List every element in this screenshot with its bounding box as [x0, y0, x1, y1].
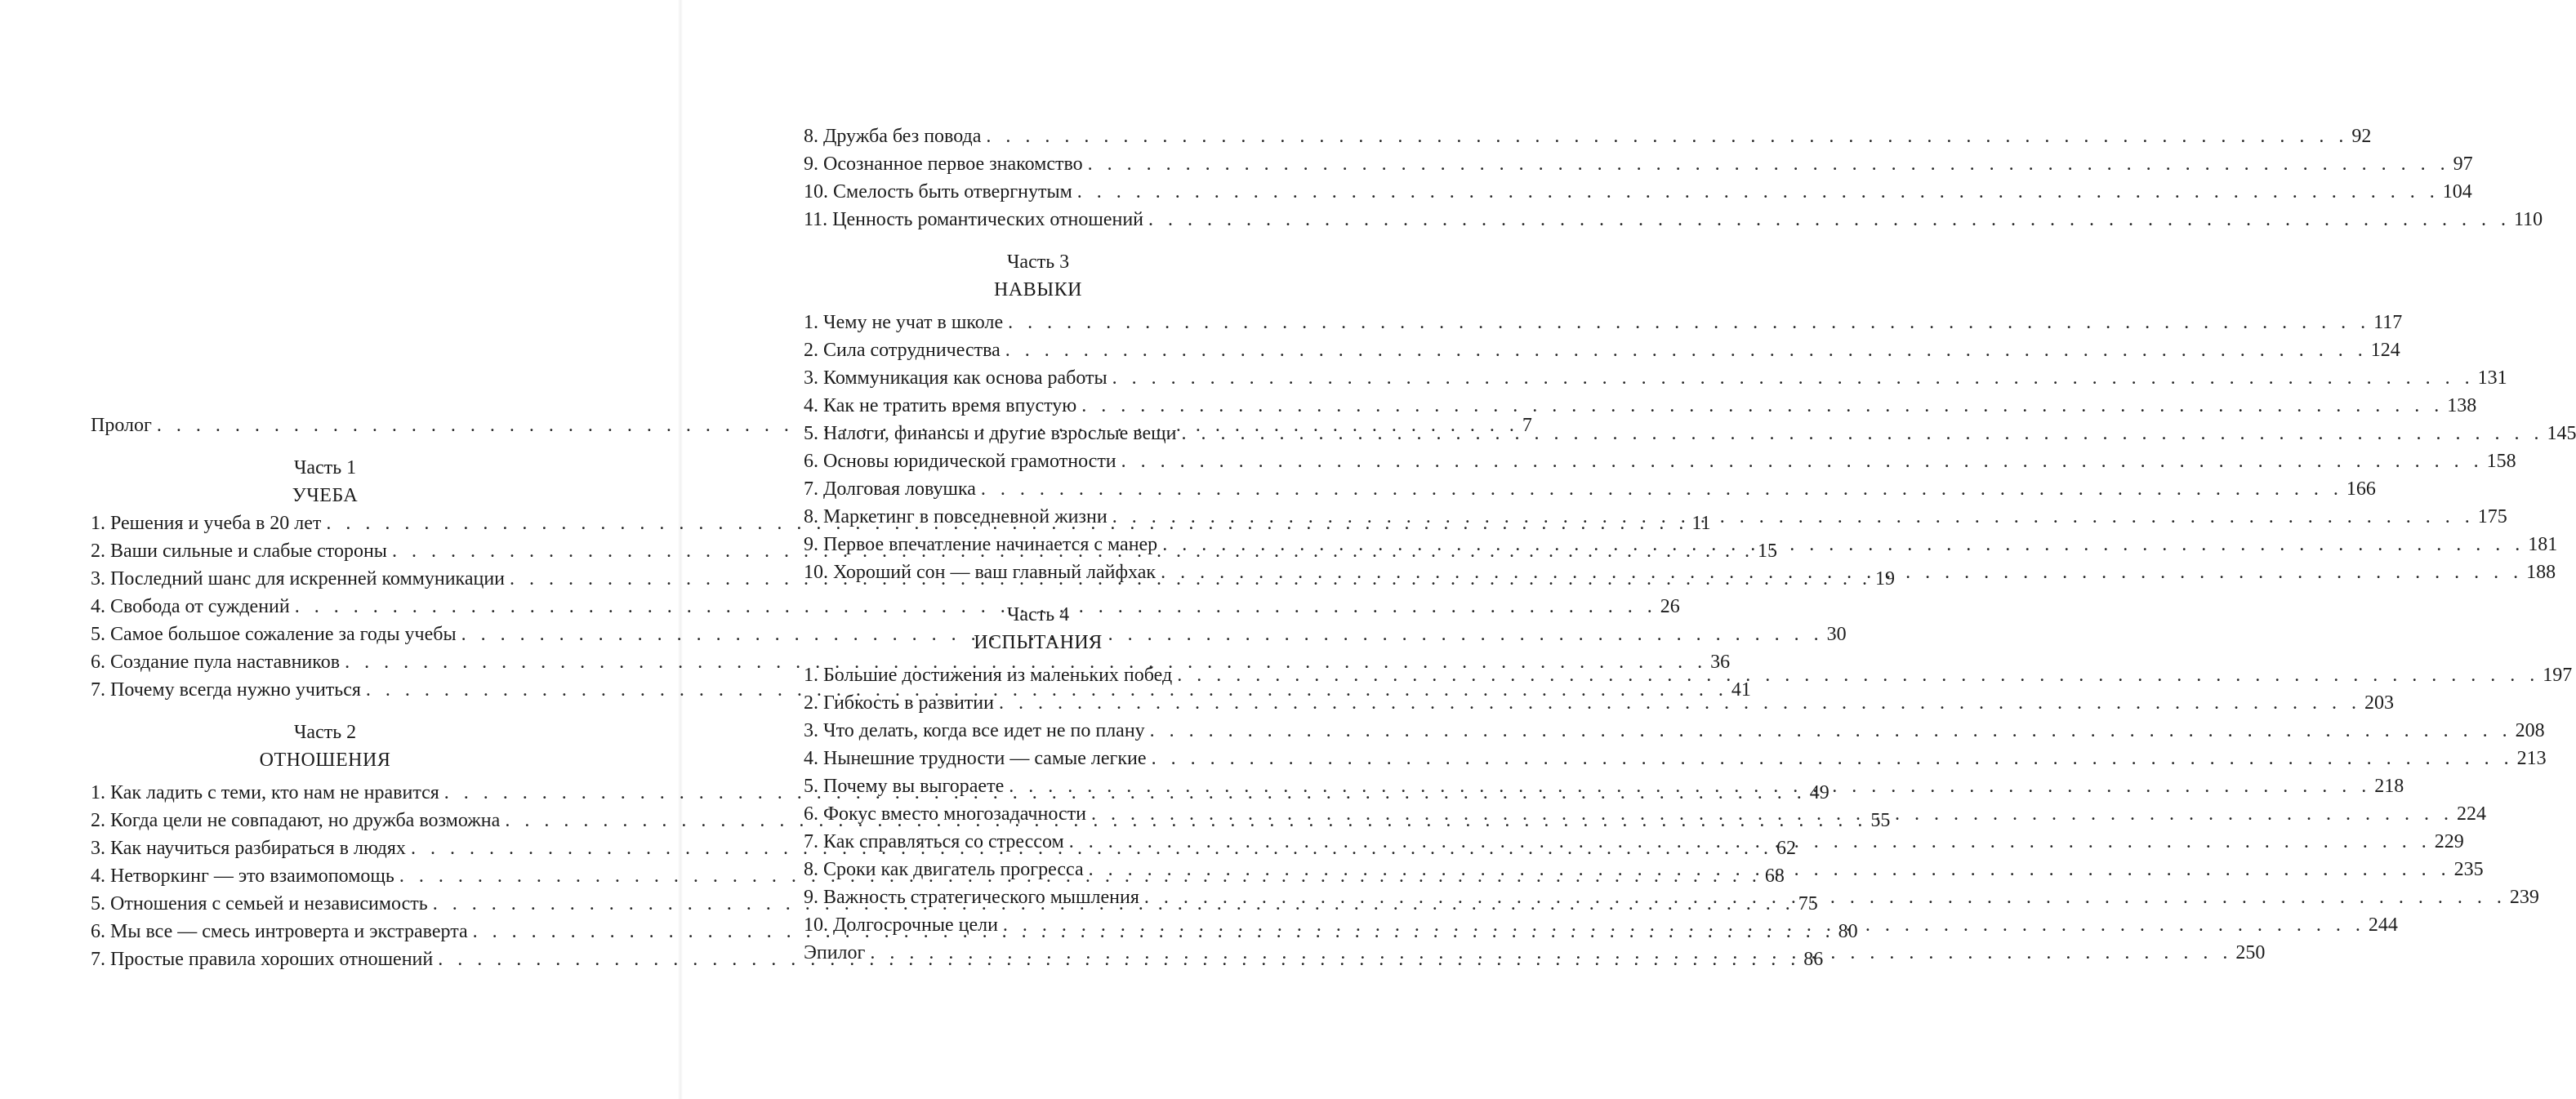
toc-entry[interactable]	[804, 717, 2545, 745]
toc-entry[interactable]	[804, 745, 2547, 772]
dot-leader	[1121, 447, 2484, 475]
entry-title: 6. Основы юридической грамотности	[804, 451, 1116, 472]
entry-page: 145	[2547, 423, 2576, 444]
entry-page: 197	[2543, 665, 2573, 686]
dot-leader	[1088, 150, 2450, 178]
part-name: УЧЕБА	[292, 485, 359, 506]
entry-title: 4. Нынешние трудности — самые легкие	[804, 748, 1147, 769]
entry-page: 97	[2453, 154, 2473, 175]
toc-entry[interactable]	[804, 206, 2543, 234]
entry-page: 68	[1764, 865, 1785, 887]
toc-entry[interactable]	[804, 475, 2376, 503]
part-label: Часть 4	[1006, 604, 1070, 625]
entry-title: 3. Как научиться разбираться в людях	[91, 838, 406, 859]
entry-title: 7. Простые правила хороших отношений	[91, 949, 434, 970]
part-name: НАВЫКИ	[994, 279, 1082, 300]
entry-title: 2. Когда цели не совпадают, но дружба возможна	[91, 810, 501, 831]
entry-page: 213	[2516, 748, 2547, 769]
dot-leader	[1152, 745, 2514, 772]
entry-title: 1. Большие достижения из маленьких побед	[804, 665, 1173, 686]
dot-leader	[1069, 828, 2431, 856]
entry-page: 138	[2447, 395, 2477, 416]
entry-title: 6. Создание пула наставников	[91, 652, 341, 673]
dot-leader	[1003, 911, 2365, 939]
dot-leader	[1008, 309, 2370, 336]
dot-leader	[1144, 883, 2507, 911]
entry-page: 250	[2235, 942, 2266, 963]
dot-leader	[1005, 336, 2368, 364]
part-name: ИСПЫТАНИЯ	[974, 632, 1103, 653]
toc-entry[interactable]	[804, 336, 2400, 364]
entry-page: 75	[1798, 893, 1818, 914]
dot-leader	[1009, 772, 2371, 800]
entry-page: 208	[2515, 720, 2545, 741]
entry-title: 10. Долгосрочные цели	[804, 914, 998, 936]
entry-title: 3. Коммуникация как основа работы	[804, 367, 1108, 389]
toc-entry[interactable]	[804, 150, 2473, 178]
entry-title: 8. Дружба без повода	[804, 126, 982, 147]
dot-leader	[1161, 558, 2523, 586]
entry-page: 131	[2477, 367, 2507, 389]
entry-title: 2. Гибкость в развитии	[804, 692, 994, 714]
dot-leader	[1181, 420, 2543, 447]
dot-leader	[1148, 206, 2511, 234]
entry-title: 7. Как справляться со стрессом	[804, 831, 1064, 852]
entry-page: 92	[2351, 126, 2372, 147]
entry-title: 1. Чему не учат в школе	[804, 312, 1004, 333]
dot-leader	[1162, 531, 2525, 558]
entry-page: 181	[2528, 534, 2558, 555]
entry-title: 11. Ценность романтических отношений	[804, 209, 1144, 230]
toc-entry[interactable]	[804, 392, 2477, 420]
entry-title: 3. Что делать, когда все идет не по плану	[804, 720, 1145, 741]
entry-page: 239	[2509, 887, 2539, 908]
entry-page: 104	[2442, 181, 2472, 202]
entry-title: Пролог	[91, 415, 152, 436]
entry-title: 8. Сроки как двигатель прогресса	[804, 859, 1084, 880]
dot-leader	[999, 689, 2361, 717]
dot-leader	[1091, 800, 2453, 828]
entry-page: 166	[2346, 478, 2376, 500]
entry-title: 4. Как не тратить время впустую	[804, 395, 1077, 416]
dot-leader	[981, 475, 2343, 503]
toc-entry[interactable]	[804, 447, 2516, 475]
entry-title: 5. Отношения с семьей и независимость	[91, 893, 428, 914]
dot-leader	[1089, 856, 2451, 883]
entry-page: 62	[1776, 838, 1796, 859]
entry-page: 7	[1522, 415, 1532, 436]
entry-title: 9. Осознанное первое знакомство	[804, 154, 1083, 175]
entry-title: 1. Решения и учеба в 20 лет	[91, 513, 322, 534]
entry-title: 8. Маркетинг в повседневной жизни	[804, 506, 1108, 527]
entry-page: 30	[1826, 624, 1847, 645]
entry-page: 15	[1757, 541, 1777, 562]
toc-entry[interactable]	[804, 420, 2576, 447]
entry-title: 2. Ваши сильные и слабые стороны	[91, 541, 387, 562]
toc-entry[interactable]	[804, 364, 2507, 392]
dot-leader	[1077, 178, 2440, 206]
dot-leader	[870, 939, 2232, 967]
entry-page: 26	[1660, 596, 1680, 617]
dot-leader	[986, 122, 2348, 150]
entry-page: 124	[2370, 340, 2400, 361]
entry-page: 229	[2434, 831, 2464, 852]
entry-title: 4. Нетворкинг — это взаимопомощь	[91, 865, 394, 887]
dot-leader	[1112, 503, 2475, 531]
entry-page: 36	[1710, 652, 1731, 673]
entry-title: 4. Свобода от суждений	[91, 596, 290, 617]
toc-entry[interactable]	[804, 309, 2403, 336]
entry-title: 7. Почему всегда нужно учиться	[91, 679, 361, 701]
entry-title: 10. Хороший сон — ваш главный лайфхак	[804, 562, 1157, 583]
dot-leader	[1112, 364, 2475, 392]
entry-title: 6. Мы все — смесь интроверта и экстраверта	[91, 921, 468, 942]
entry-page: 55	[1870, 810, 1891, 831]
entry-title: 7. Долговая ловушка	[804, 478, 976, 500]
entry-page: 110	[2514, 209, 2543, 230]
entry-page: 224	[2456, 803, 2486, 825]
part-2-continued-entries	[804, 122, 2543, 234]
part-name: ОТНОШЕНИЯ	[259, 750, 391, 771]
toc-entry[interactable]	[804, 178, 2472, 206]
part-label: Часть 3	[1006, 251, 1070, 273]
entry-page: 244	[2368, 914, 2398, 936]
entry-title: 5. Почему вы выгораете	[804, 776, 1005, 797]
entry-page: 80	[1838, 921, 1858, 942]
entry-title: 2. Сила сотрудничества	[804, 340, 1001, 361]
entry-page: 11	[1691, 513, 1711, 534]
entry-page: 175	[2477, 506, 2507, 527]
entry-page: 203	[2364, 692, 2394, 714]
entry-page: 158	[2486, 451, 2516, 472]
entry-page: 41	[1731, 679, 1751, 701]
toc-entry[interactable]	[804, 122, 2372, 150]
dot-leader	[1150, 717, 2512, 745]
dot-leader	[1177, 661, 2539, 689]
part-label: Часть 1	[293, 457, 357, 478]
entry-page: 188	[2526, 562, 2556, 583]
dot-leader	[1081, 392, 2444, 420]
entry-title: 3. Последний шанс для искренней коммуникации	[91, 568, 506, 590]
entry-title: 9. Важность стратегического мышления	[804, 887, 1139, 908]
entry-title: 10. Смелость быть отвергнутым	[804, 181, 1072, 202]
entry-title: Эпилог	[804, 942, 866, 963]
entry-page: 49	[1809, 782, 1829, 803]
entry-title: 5. Самое большое сожаление за годы учебы	[91, 624, 457, 645]
entry-page: 235	[2453, 859, 2484, 880]
entry-title: 9. Первое впечатление начинается с манер	[804, 534, 1158, 555]
entry-page: 117	[2373, 312, 2403, 333]
entry-page: 86	[1803, 949, 1824, 970]
entry-title: 1. Как ладить с теми, кто нам не нравится	[91, 782, 439, 803]
entry-page: 218	[2374, 776, 2404, 797]
part-label: Часть 2	[293, 722, 357, 743]
entry-title: 5. Налоги, финансы и другие взрослые вещи	[804, 423, 1177, 444]
entry-title: 6. Фокус вместо многозадачности	[804, 803, 1086, 825]
entry-page: 19	[1875, 568, 1896, 590]
